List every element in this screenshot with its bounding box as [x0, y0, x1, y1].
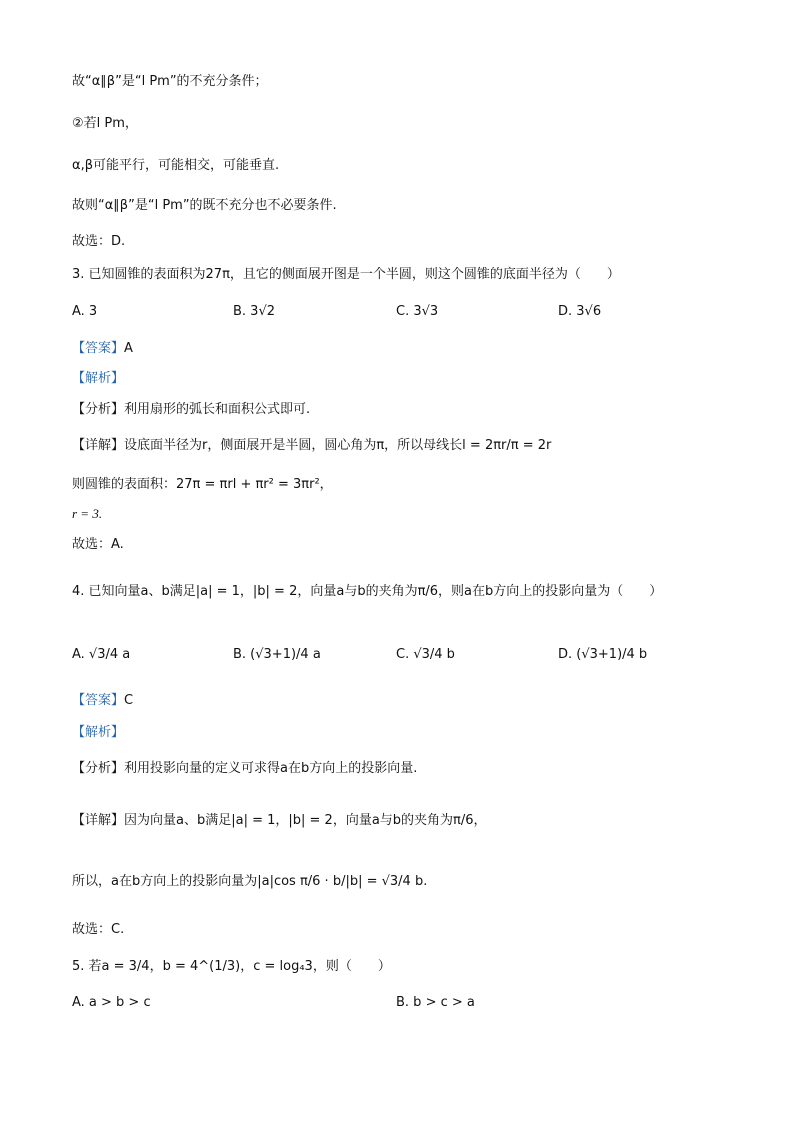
text-line-1: 故“α∥β”是“l Pm”的不充分条件；	[72, 74, 268, 89]
detail-tag: 【详解】	[72, 438, 125, 453]
question-5-stem: 5. 若a = 3/4，b = 4^(1/3)，c = log₄3，则（ ）	[72, 959, 391, 974]
q4-option-c: C. √3/4 b	[396, 647, 455, 662]
q3-fenxi-row	[72, 401, 310, 419]
q4-detail: 因为向量a、b满足|a| = 1，|b| = 2，向量a与b的夹角为π/6，	[124, 813, 487, 828]
q4-analysis-tag: 【解析】	[72, 725, 125, 740]
q3-r-value: r = 3.	[72, 506, 103, 521]
q3-option-a: A. 3	[72, 304, 98, 319]
fenxi-tag: 【分析】	[72, 761, 125, 776]
q4-answer-row	[72, 692, 133, 710]
q3-surface: 则圆锥的表面积：27π = πrl + πr² = 3πr²，	[72, 477, 333, 492]
q3-fenxi: 利用扇形的弧长和面积公式即可.	[124, 402, 311, 417]
answer-tag: 【答案】	[72, 693, 125, 708]
q4-detail-row	[72, 812, 487, 830]
q4-option-d: D. (√3+1)/4 b	[558, 647, 648, 662]
q3-conclusion: 故选：A.	[72, 537, 124, 552]
q4-fenxi: 利用投影向量的定义可求得a在b方向上的投影向量.	[124, 761, 418, 776]
q4-option-a: A. √3/4 a	[72, 647, 131, 662]
q3-detail-row	[72, 437, 551, 455]
q3-option-b: B. 3√2	[233, 304, 276, 319]
q4-conclusion: 故选：C.	[72, 922, 125, 937]
fenxi-tag: 【分析】	[72, 402, 125, 417]
q4-answer: C	[124, 693, 134, 708]
text-line-3: α,β可能平行，可能相交，可能垂直.	[72, 158, 280, 173]
detail-tag: 【详解】	[72, 813, 125, 828]
question-4-stem: 4. 已知向量a、b满足|a| = 1，|b| = 2，向量a与b的夹角为π/6，则a在b方向上的投影向量为（ ）	[72, 584, 663, 599]
q3-option-c: C. 3√3	[396, 304, 439, 319]
q5-option-b: B. b > c > a	[396, 995, 475, 1010]
q3-answer-row	[72, 340, 133, 358]
question-3-stem: 3. 已知圆锥的表面积为27π，且它的侧面展开图是一个半圆，则这个圆锥的底面半径为（ ）	[72, 267, 620, 282]
text-line-4: 故则“α∥β”是“l Pm”的既不充分也不必要条件.	[72, 198, 337, 213]
q3-analysis-tag: 【解析】	[72, 371, 125, 386]
text-line-5: 故选：D.	[72, 234, 126, 249]
q3-detail: 设底面半径为r，侧面展开是半圆，圆心角为π，所以母线长l = 2πr/π = 2r	[124, 438, 552, 453]
q5-option-a: A. a > b > c	[72, 995, 151, 1010]
q4-fenxi-row	[72, 760, 417, 778]
answer-tag: 【答案】	[72, 341, 125, 356]
q3-answer: A	[124, 341, 133, 356]
text-line-2: ②若l Pm，	[72, 116, 138, 131]
q3-option-d: D. 3√6	[558, 304, 602, 319]
q4-result: 所以，a在b方向上的投影向量为|a|cos π/6 · b/|b| = √3/4 b.	[72, 874, 428, 889]
q4-option-b: B. (√3+1)/4 a	[233, 647, 321, 662]
